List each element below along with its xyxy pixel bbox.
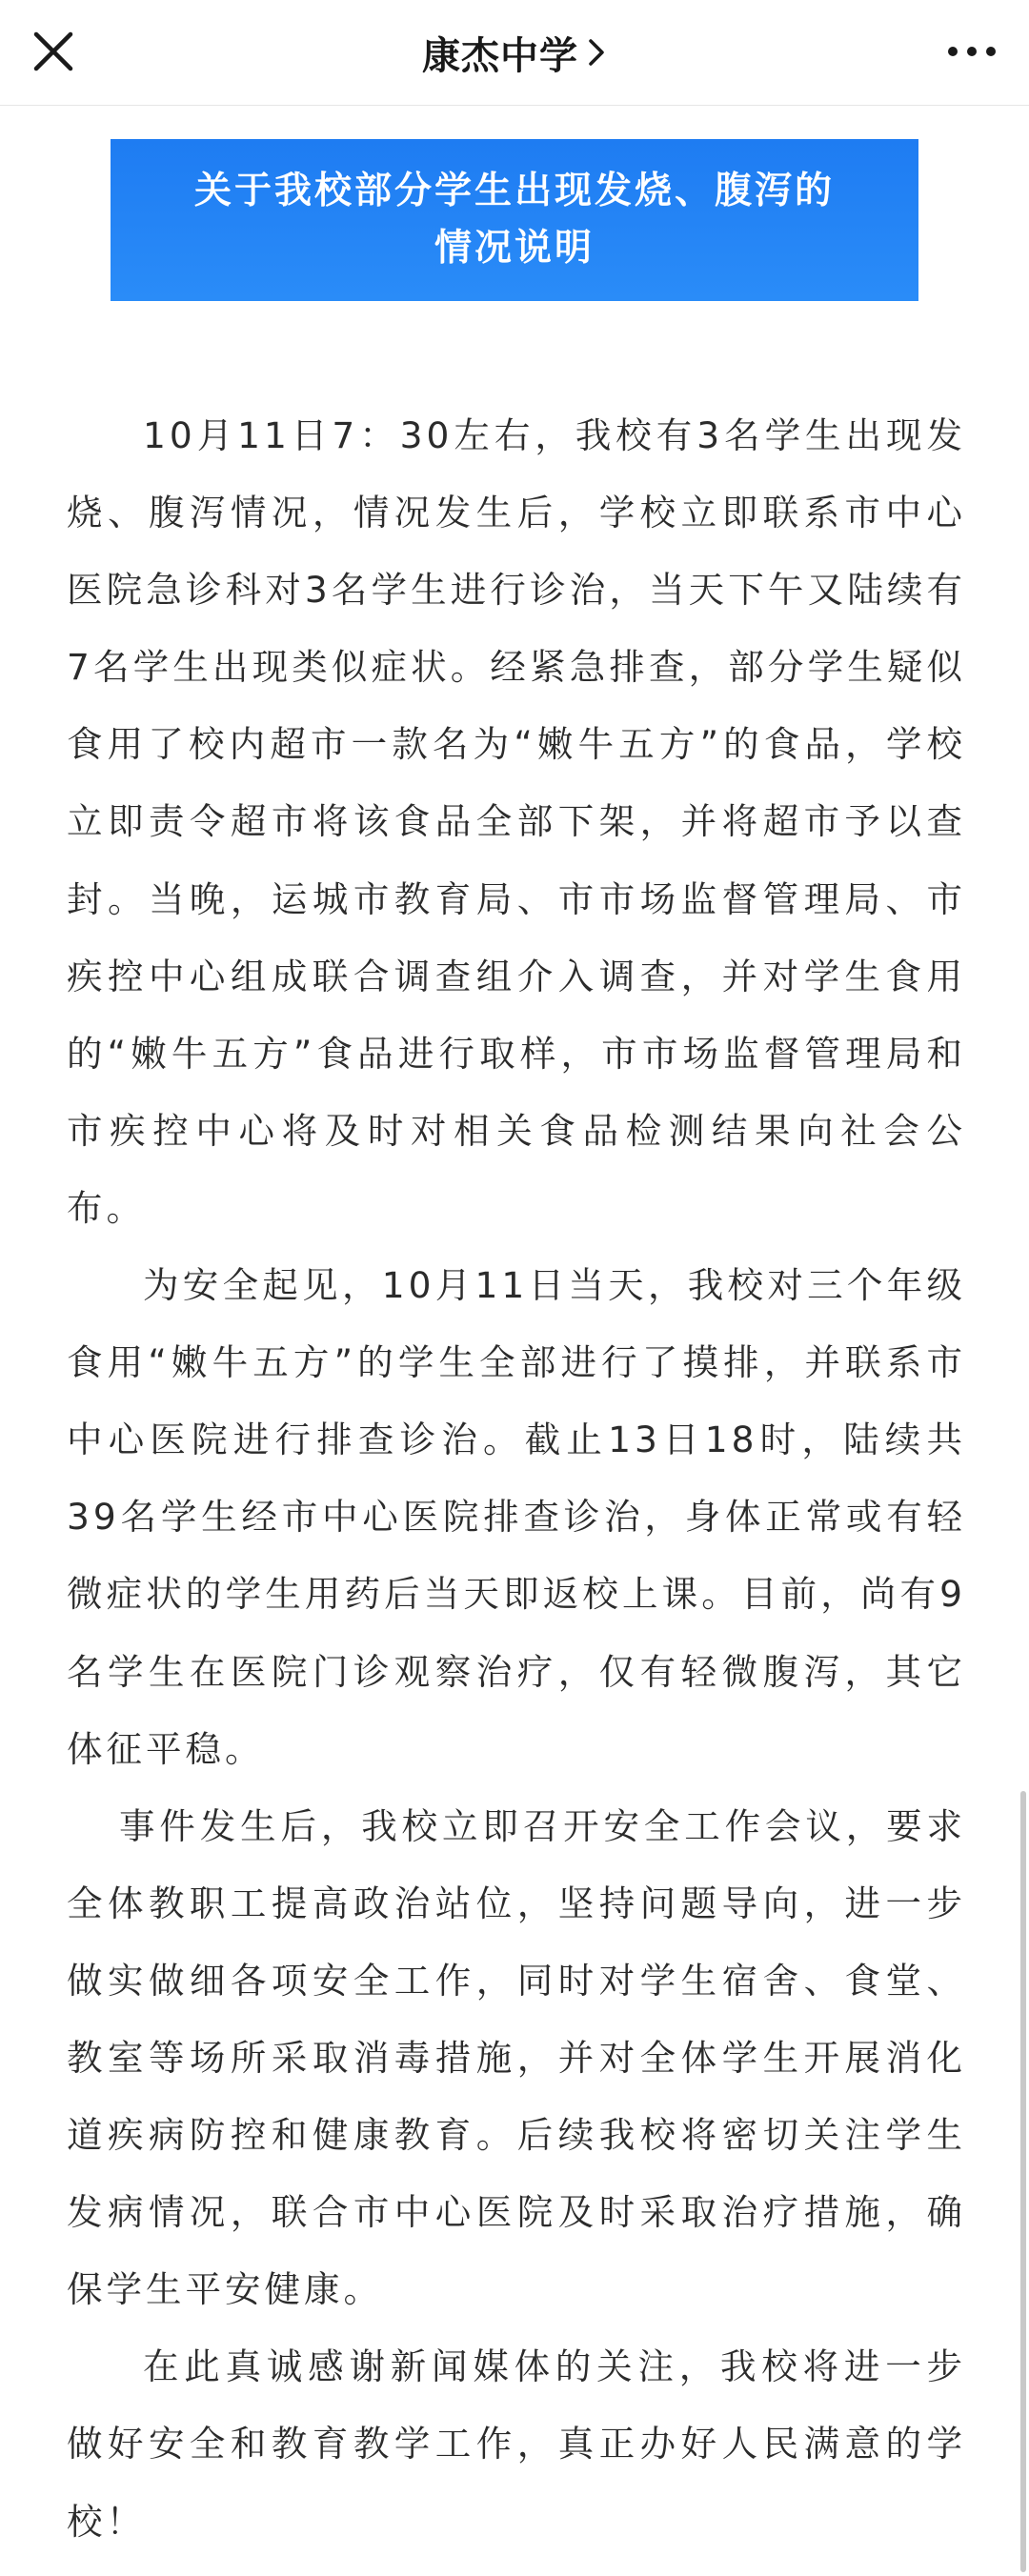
scrollbar[interactable] bbox=[1019, 0, 1029, 2576]
banner-title-line-2: 情况说明 bbox=[434, 227, 595, 270]
header-title-area bbox=[0, 0, 1029, 105]
banner-title-line-1: 关于我校部分学生出现发烧、腹泻的 bbox=[193, 170, 835, 212]
account-name-link[interactable] bbox=[422, 26, 607, 80]
more-options-button[interactable] bbox=[941, 25, 1002, 78]
article-paragraph-2: 为安全起见，10月11日当天，我校对三个年级食用“嫩牛五方”的学生全部进行了摸排，并联系市中心医院进行排查诊治。截止13日18时，陆续共39名学生经市中心医院排查诊治，身体正常或有轻微症状的学生用药后当天即返校上课。目前，尚有9名学生在医院门诊观察治疗，仅有轻微腹泻，其它体征平稳。 bbox=[67, 1264, 966, 1770]
scrollbar-thumb[interactable] bbox=[1020, 1791, 1026, 2572]
top-navigation-bar bbox=[0, 0, 1029, 106]
article-title-banner bbox=[111, 139, 918, 301]
article-paragraph-4: 在此真诚感谢新闻媒体的关注，我校将进一步做好安全和教育教学工作，真正办好人民满意的学校！ bbox=[67, 2345, 966, 2543]
more-dots-icon bbox=[943, 42, 1000, 61]
article-paragraph-3: 事件发生后，我校立即召开安全工作会议，要求全体教职工提高政治站位，坚持问题导向，进一步做实做细各项安全工作，同时对学生宿舍、食堂、教室等场所采取消毒措施，并对全体学生开展消化道疾病防控和健康教育。后续我校将密切关注学生发病情况，联合市中心医院及时采取治疗措施，确保学生平安健康。 bbox=[67, 1804, 966, 2311]
page-title: 康杰中学 bbox=[422, 33, 578, 78]
chevron-right-icon bbox=[586, 35, 607, 70]
article-body bbox=[67, 397, 966, 2561]
article-paragraph-1: 10月11日7：30左右，我校有3名学生出现发烧、腹泻情况，情况发生后，学校立即联系市中心医院急诊科对3名学生进行诊治，当天下午又陆续有7名学生出现类似症状。经紧急排查，部分学生疑似食用了校内超市一款名为“嫩牛五方”的食品，学校立即责令超市将该食品全部下架，并将超市予以查封。当晚，运城市教育局、市市场监督管理局、市疾控中心组成联合调查组介入调查，并对学生食用的“嫩牛五方”食品进行取样，市市场监督管理局和市疾控中心将及时对相关食品检测结果向社会公布。 bbox=[67, 414, 966, 1229]
